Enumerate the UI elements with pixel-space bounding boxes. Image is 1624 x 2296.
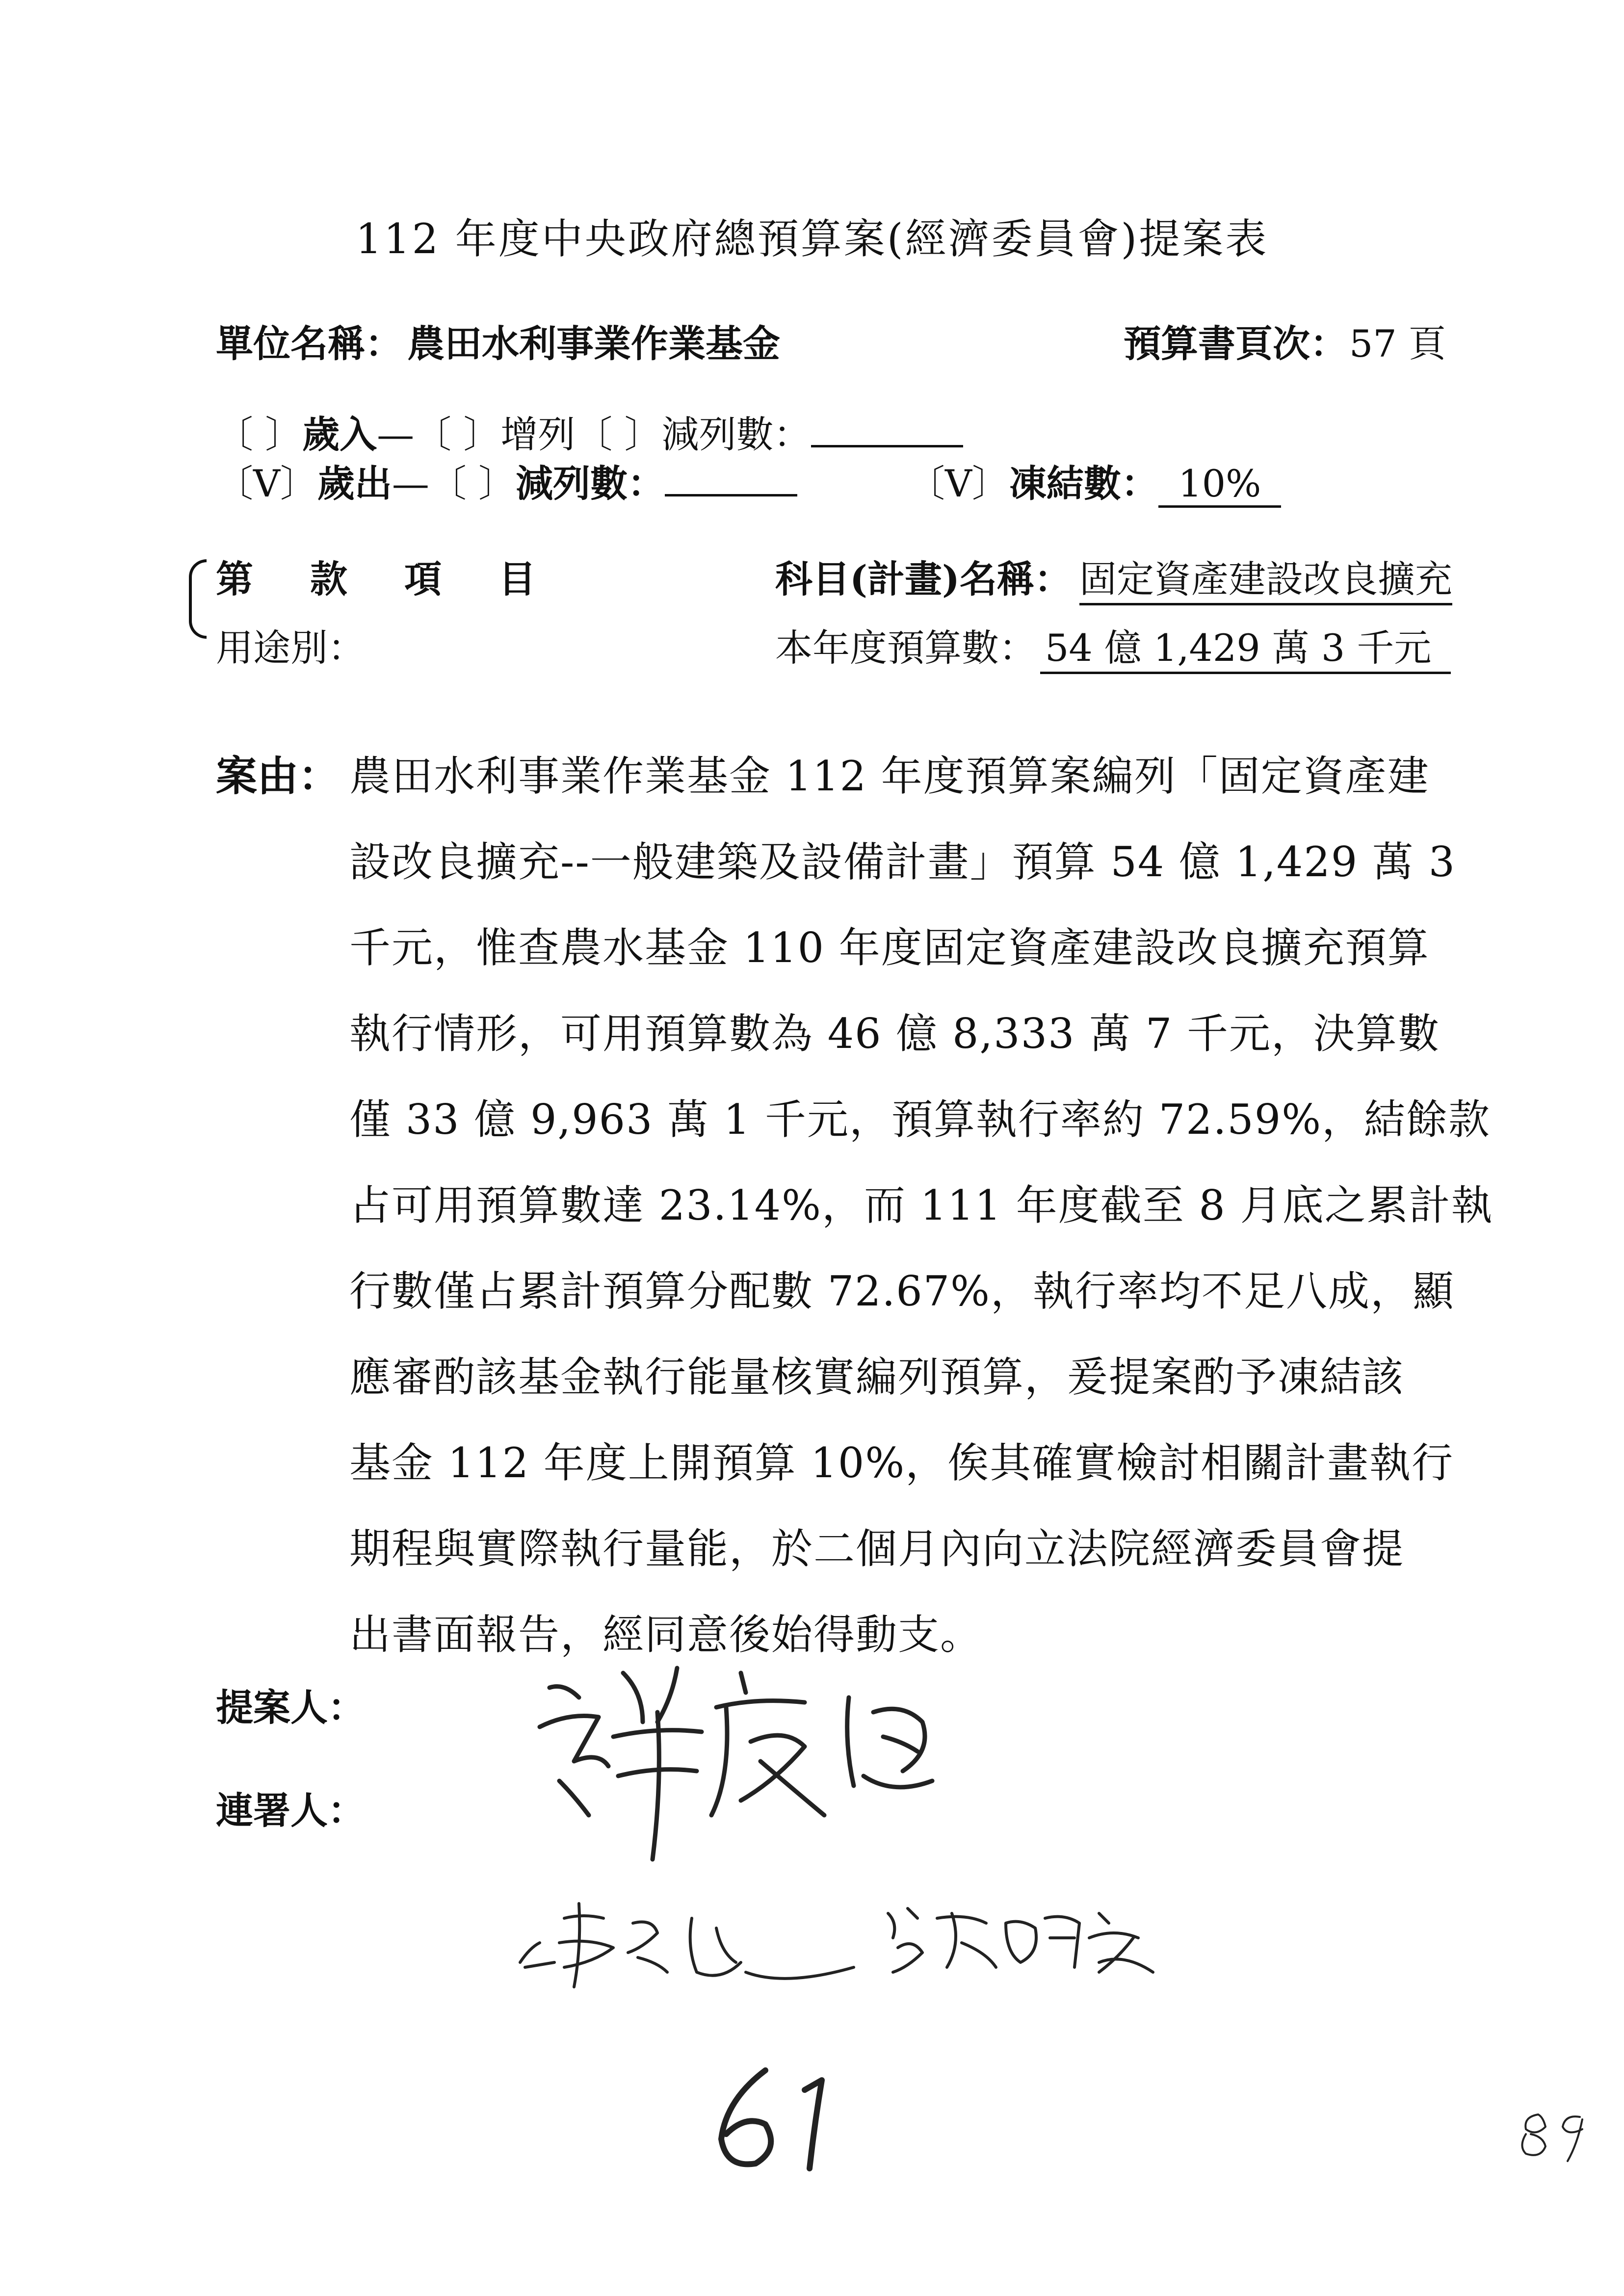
reason-line: 農田水利事業作業基金 112 年度預算案編列「固定資產建 bbox=[349, 752, 1430, 800]
expense-checkbox: 〔V〕 bbox=[216, 462, 317, 505]
revenue-increase-label: 增列 bbox=[500, 413, 576, 456]
reason-line: 占可用預算數達 23.14%，而 111 年度截至 8 月底之累計執 bbox=[349, 1181, 1493, 1229]
expense-dash: — bbox=[392, 462, 429, 505]
reason-line: 應審酌該基金執行能量核實編列預算，爰提案酌予凍結該 bbox=[349, 1353, 1405, 1401]
revenue-label: 歲入 bbox=[302, 413, 377, 456]
revenue-amount-blank bbox=[811, 445, 963, 447]
expense-decrease-checkbox: 〔 〕 bbox=[429, 462, 516, 505]
budget-value: 54 億 1,429 萬 3 千元 bbox=[1040, 618, 1451, 674]
reason-line: 執行情形，可用預算數為 46 億 8,333 萬 7 千元，決算數 bbox=[349, 1010, 1441, 1058]
reason-line: 僅 33 億 9,963 萬 1 千元，預算執行率約 72.59%，結餘款 bbox=[349, 1096, 1491, 1144]
expense-row bbox=[216, 454, 797, 507]
budget-value-wrap bbox=[1040, 618, 1451, 674]
freeze-value: 10% bbox=[1158, 462, 1281, 508]
reason-line: 千元，惟查農水基金 110 年度固定資產建設改良擴充預算 bbox=[349, 924, 1430, 972]
reason-line: 出書面報告，經同意後始得動支。 bbox=[349, 1611, 983, 1659]
page-ref-value: 57 頁 bbox=[1349, 322, 1446, 365]
unit-label: 單位名稱： bbox=[216, 322, 402, 365]
freeze-label: 凍結數： bbox=[1009, 462, 1158, 505]
use-label: 用途別： bbox=[216, 626, 365, 670]
expense-amount-blank bbox=[665, 494, 797, 496]
corner-number bbox=[1511, 2105, 1599, 2168]
reason-line: 期程與實際執行量能，於二個月內向立法院經濟委員會提 bbox=[349, 1525, 1405, 1573]
reason-line: 行數僅占累計預算分配數 72.67%，執行率均不足八成，顯 bbox=[349, 1267, 1455, 1315]
budget-label: 本年度預算數： bbox=[775, 626, 1036, 670]
items-label: 第 款 項 目 bbox=[216, 557, 546, 601]
expense-decrease-label: 減列數： bbox=[516, 462, 665, 505]
handwritten-page-number bbox=[707, 2061, 864, 2178]
subject-value: 固定資產建設改良擴充 bbox=[1079, 549, 1452, 605]
freeze-group bbox=[908, 454, 1281, 508]
subject-value-wrap bbox=[1079, 549, 1452, 605]
proposer-signature bbox=[530, 1653, 952, 1879]
subject-label: 科目(計畫)名稱： bbox=[775, 557, 1072, 601]
page-title: 112 年度中央政府總預算案(經濟委員會)提案表 bbox=[355, 215, 1269, 263]
page-ref-label: 預算書頁次： bbox=[1124, 322, 1347, 365]
expense-label: 歲出 bbox=[317, 462, 392, 505]
reason-line: 基金 112 年度上開預算 10%，俟其確實檢討相關計畫執行 bbox=[349, 1439, 1454, 1487]
classification-bracket bbox=[189, 559, 207, 639]
revenue-decrease-label: 減列數： bbox=[661, 413, 811, 456]
unit-value: 農田水利事業作業基金 bbox=[407, 322, 780, 365]
cosigner-signature-1 bbox=[510, 1889, 864, 1997]
revenue-dash: — bbox=[377, 413, 415, 456]
proposer-label: 提案人： bbox=[216, 1686, 365, 1729]
reason-line: 設改良擴充--一般建築及設備計畫」預算 54 億 1,429 萬 3 bbox=[349, 838, 1456, 886]
reason-label: 案由： bbox=[216, 752, 340, 800]
cosigner-label: 連署人： bbox=[216, 1789, 365, 1832]
cosigner-signature-2 bbox=[878, 1894, 1163, 1982]
revenue-decrease-checkbox: 〔 〕 bbox=[575, 413, 662, 456]
revenue-checkbox: 〔 〕 bbox=[216, 413, 303, 456]
revenue-increase-checkbox: 〔 〕 bbox=[414, 413, 501, 456]
freeze-checkbox: 〔V〕 bbox=[908, 462, 1009, 505]
revenue-row bbox=[216, 405, 963, 458]
